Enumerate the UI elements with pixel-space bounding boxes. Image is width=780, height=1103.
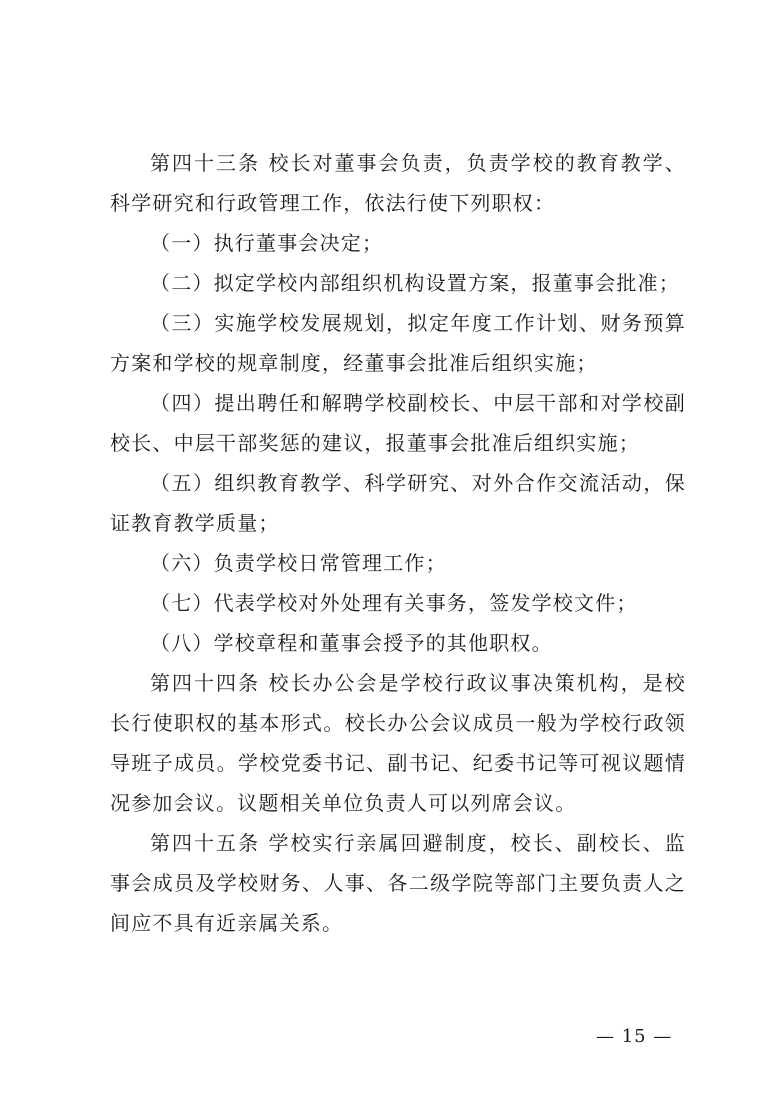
- article-45-paragraph: 第四十五条 学校实行亲属回避制度，校长、副校长、监事会成员及学校财务、人事、各二级学院等部门主要负责人之间应不具有近亲属关系。: [110, 831, 686, 935]
- item-8-paragraph: （八）学校章程和董事会授予的其他职权。: [150, 631, 553, 655]
- item-7-paragraph: （七）代表学校对外处理有关事务，签发学校文件；: [150, 591, 638, 615]
- item-6-paragraph: （六）负责学校日常管理工作；: [150, 551, 447, 575]
- article-43-paragraph: 第四十三条 校长对董事会负责，负责学校的教育教学、科学研究和行政管理工作，依法行使下列职权：: [110, 151, 686, 215]
- item-3-paragraph: （三）实施学校发展规划，拟定年度工作计划、财务预算方案和学校的规章制度，经董事会批准后组织实施；: [110, 311, 686, 375]
- article-44-paragraph: 第四十四条 校长办公会是学校行政议事决策机构，是校长行使职权的基本形式。校长办公会议成员一般为学校行政领导班子成员。学校党委书记、副书记、纪委书记等可视议题情况参加会议。议题相关单位负责人可以列席会议。: [110, 671, 686, 815]
- page-number: — 15 —: [596, 1026, 673, 1047]
- item-4-paragraph: （四）提出聘任和解聘学校副校长、中层干部和对学校副校长、中层干部奖惩的建议，报董事会批准后组织实施；: [110, 391, 686, 455]
- item-5-paragraph: （五）组织教育教学、科学研究、对外合作交流活动，保证教育教学质量；: [110, 471, 686, 535]
- page-body: [110, 143, 686, 943]
- item-1-paragraph: （一）执行董事会决定；: [150, 231, 384, 255]
- item-2-paragraph: （二）拟定学校内部组织机构设置方案，报董事会批准；: [150, 271, 680, 295]
